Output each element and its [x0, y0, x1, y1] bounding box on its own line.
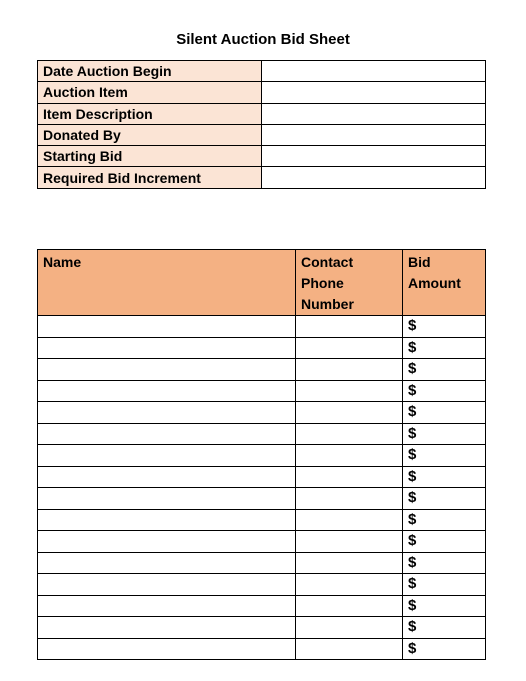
phone-column-header: Contact Phone Number	[296, 250, 403, 316]
bid-table	[37, 249, 486, 660]
bid-amount-field[interactable]: $	[403, 509, 486, 531]
auction-info-row	[38, 103, 486, 124]
bid-amount-field[interactable]: $	[403, 380, 486, 402]
bid-phone-field[interactable]	[296, 359, 403, 381]
bid-phone-field[interactable]	[296, 574, 403, 596]
name-column-header: Name	[38, 250, 296, 316]
bid-table-header	[38, 250, 486, 316]
bid-amount-field[interactable]: $	[403, 402, 486, 424]
bid-name-field[interactable]	[38, 617, 296, 639]
bid-name-field[interactable]	[38, 638, 296, 660]
bid-name-field[interactable]	[38, 359, 296, 381]
bid-row	[38, 638, 486, 660]
bid-phone-field[interactable]	[296, 638, 403, 660]
bid-amount-field[interactable]: $	[403, 423, 486, 445]
bid-row	[38, 359, 486, 381]
bid-phone-field[interactable]	[296, 445, 403, 467]
bid-name-field[interactable]	[38, 595, 296, 617]
bid-phone-field[interactable]	[296, 531, 403, 553]
bid-amount-field[interactable]: $	[403, 488, 486, 510]
bid-row	[38, 380, 486, 402]
bid-amount-field[interactable]: $	[403, 359, 486, 381]
bid-row	[38, 574, 486, 596]
bid-row	[38, 509, 486, 531]
auction-info-value-field[interactable]	[262, 124, 486, 145]
bid-amount-field[interactable]: $	[403, 466, 486, 488]
bid-phone-field[interactable]	[296, 380, 403, 402]
auction-info-row	[38, 82, 486, 103]
bid-row	[38, 445, 486, 467]
bid-table-body	[38, 316, 486, 660]
bid-phone-field[interactable]	[296, 337, 403, 359]
bid-amount-field[interactable]: $	[403, 316, 486, 338]
bid-row	[38, 316, 486, 338]
bid-phone-field[interactable]	[296, 617, 403, 639]
auction-info-row	[38, 61, 486, 82]
bid-name-field[interactable]	[38, 509, 296, 531]
auction-info-label: Donated By	[38, 124, 262, 145]
bid-name-field[interactable]	[38, 337, 296, 359]
bid-row	[38, 552, 486, 574]
bid-row	[38, 531, 486, 553]
bid-name-field[interactable]	[38, 402, 296, 424]
bid-phone-field[interactable]	[296, 552, 403, 574]
bid-name-field[interactable]	[38, 574, 296, 596]
bid-name-field[interactable]	[38, 316, 296, 338]
bid-name-field[interactable]	[38, 466, 296, 488]
bid-phone-field[interactable]	[296, 402, 403, 424]
auction-info-row	[38, 124, 486, 145]
bid-row	[38, 488, 486, 510]
bid-amount-field[interactable]: $	[403, 531, 486, 553]
bid-row	[38, 423, 486, 445]
bid-amount-field[interactable]: $	[403, 638, 486, 660]
bid-phone-field[interactable]	[296, 466, 403, 488]
bid-amount-field[interactable]: $	[403, 337, 486, 359]
bid-phone-field[interactable]	[296, 595, 403, 617]
bid-amount-field[interactable]: $	[403, 552, 486, 574]
bid-name-field[interactable]	[38, 531, 296, 553]
bid-amount-field[interactable]: $	[403, 574, 486, 596]
auction-info-label: Required Bid Increment	[38, 167, 262, 188]
auction-info-value-field[interactable]	[262, 103, 486, 124]
auction-info-table	[37, 60, 486, 189]
bid-phone-field[interactable]	[296, 316, 403, 338]
page-title: Silent Auction Bid Sheet	[176, 31, 350, 48]
bid-amount-field[interactable]: $	[403, 617, 486, 639]
auction-info-label: Item Description	[38, 103, 262, 124]
bid-phone-field[interactable]	[296, 488, 403, 510]
amount-column-header: Bid Amount	[403, 250, 486, 316]
bid-name-field[interactable]	[38, 423, 296, 445]
auction-info-value-field[interactable]	[262, 167, 486, 188]
bid-row	[38, 337, 486, 359]
auction-info-value-field[interactable]	[262, 82, 486, 103]
bid-row	[38, 402, 486, 424]
auction-info-value-field[interactable]	[262, 146, 486, 167]
bid-name-field[interactable]	[38, 552, 296, 574]
bid-row	[38, 595, 486, 617]
bid-name-field[interactable]	[38, 445, 296, 467]
bid-name-field[interactable]	[38, 380, 296, 402]
auction-info-row	[38, 167, 486, 188]
bid-table-header-row	[38, 250, 486, 316]
auction-info-body	[38, 61, 486, 189]
bid-row	[38, 466, 486, 488]
bid-phone-field[interactable]	[296, 509, 403, 531]
bid-amount-field[interactable]: $	[403, 445, 486, 467]
auction-info-label: Date Auction Begin	[38, 61, 262, 82]
bid-name-field[interactable]	[38, 488, 296, 510]
auction-info-label: Auction Item	[38, 82, 262, 103]
auction-info-value-field[interactable]	[262, 61, 486, 82]
bid-row	[38, 617, 486, 639]
auction-info-label: Starting Bid	[38, 146, 262, 167]
bid-amount-field[interactable]: $	[403, 595, 486, 617]
auction-info-row	[38, 146, 486, 167]
bid-phone-field[interactable]	[296, 423, 403, 445]
